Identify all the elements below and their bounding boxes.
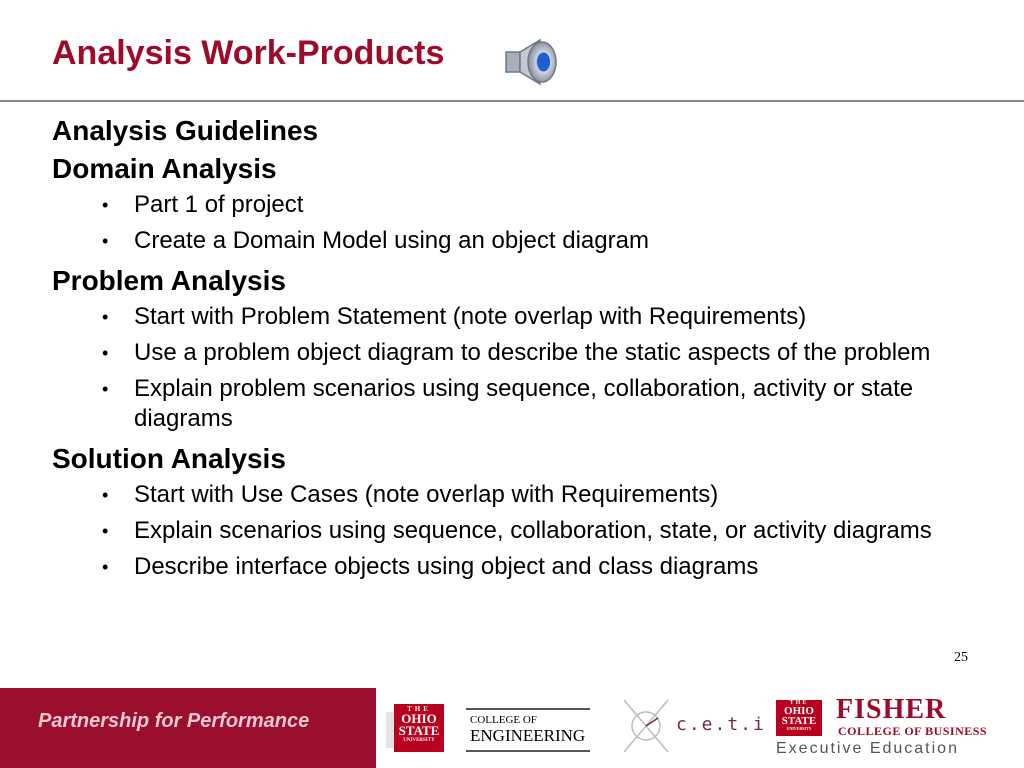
ceti-mark-icon [618, 696, 674, 756]
bullet-item: • Start with Problem Statement (note overlap with Requirements) [52, 302, 992, 332]
bullet-list [52, 190, 992, 256]
slide-title: Analysis Work-Products [52, 34, 445, 72]
ceti-logo-text: c.e.t.i [676, 714, 766, 735]
section-heading: Problem Analysis [52, 265, 286, 296]
fisher-logo-name: FISHER [836, 694, 947, 725]
section-heading: Solution Analysis [52, 443, 286, 474]
footer-spacer [386, 712, 394, 748]
osu-logo-engineering [394, 704, 444, 752]
bullet-list [52, 302, 992, 434]
executive-education-text: Executive Education [776, 740, 959, 757]
title-divider [0, 100, 1024, 102]
osu-logo-line1: OHIO [401, 711, 437, 726]
page-number: 25 [954, 650, 968, 665]
osu-logo-line1: OHIO [784, 705, 814, 717]
engineering-logo [466, 708, 590, 752]
bullet-item: • Explain scenarios using sequence, collaboration, state, or activity diagrams [52, 516, 992, 546]
engineering-logo-line2: ENGINEERING [470, 726, 586, 745]
osu-logo-line3: UNIVERSITY [786, 726, 812, 731]
section-problem-analysis [52, 262, 992, 434]
footer-tagline: Partnership for Performance [38, 710, 310, 732]
speaker-icon[interactable] [500, 36, 564, 88]
slide-body [52, 112, 992, 588]
section-domain-analysis [52, 150, 992, 256]
osu-logo-line2: STATE [398, 723, 440, 738]
osu-logo-top: THE [789, 700, 809, 706]
bullet-item: • Start with Use Cases (note overlap with Requirements) [52, 480, 992, 510]
engineering-logo-line1: COLLEGE OF [470, 714, 537, 726]
osu-logo-business [776, 700, 822, 736]
bullet-item: • Describe interface objects using object and class diagrams [52, 552, 992, 582]
osu-logo-line2: STATE [781, 715, 817, 727]
osu-logo-top: THE [407, 705, 431, 713]
section-heading: Domain Analysis [52, 153, 277, 184]
section-heading: Analysis Guidelines [52, 115, 319, 146]
fisher-logo-sub: COLLEGE OF BUSINESS [838, 724, 988, 738]
bullet-item: • Part 1 of project [52, 190, 992, 220]
section-analysis-guidelines [52, 112, 992, 150]
footer-banner [0, 688, 376, 768]
osu-logo-line3: UNIVERSITY [403, 738, 435, 743]
bullet-list [52, 480, 992, 582]
bullet-item: • Explain problem scenarios using sequence, collaboration, activity or state diagrams [52, 374, 992, 434]
bullet-item: • Use a problem object diagram to describe the static aspects of the problem [52, 338, 992, 368]
bullet-item: • Create a Domain Model using an object diagram [52, 226, 992, 256]
section-solution-analysis [52, 440, 992, 582]
